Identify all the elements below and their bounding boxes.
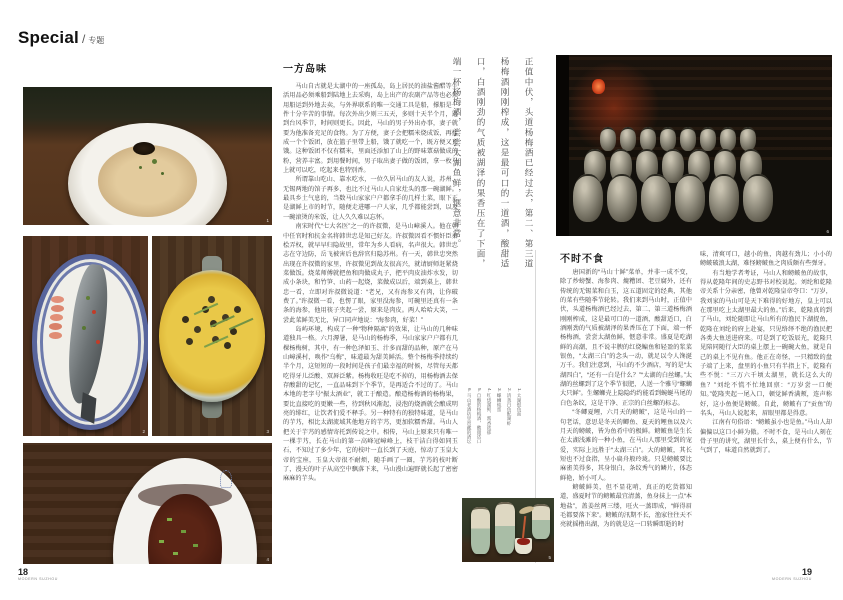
photo-number: 5 (548, 555, 551, 560)
right-article-paragraph: “冬鲫夏鲤，六月天的鳑鲏”，这是马山的一句老话，意思是冬天的鲫鱼、夏天的鲤鱼以及六月天的鳑鲏，皆为鱼肴中的极鲜。鳑鲏鱼是生长在太湖浅滩的一种小鱼，在马山人那里受到的宠爱，实际上远胜于“太湖三白”。大的鳑鲏，其长短也不过食指，呈小扁舟般玲珑。只是鳑鲏要比麻雀美得多，其身银白，条纹秀气的鳞片，体态鲜艳，娇小可人。 (560, 409, 692, 482)
photo-yangmei-wine-flasks (462, 498, 554, 562)
right-article-paragraph: 味，清爽可口，越小的鱼，肉越有劲儿；小小的鳑鲏破浪太湖，难怪鳑鲏鱼之肉质颇有些弹牙。 (700, 251, 832, 268)
left-article-paragraph: 岛屿环境，构成了一种“物种隔离”的效果，让马山的几种味道独具一格。六月溽暑，是马山的杨梅季，马山家家户户都有几棵杨梅树，其中，有一种色泽如玉、汁多而甜的品种，原产在马山嶂溪村，唤作“乌梅”，味道最为甜美鲜活。整个杨梅季持续约半个月，这短短的一段时间是孩子们最幸福的时候，尽管每天都吃得牙儿泛酸、双唇泛紫。杨梅收旺是吃不掉的，用杨梅酒去保存酸甜的记忆，一直品味到下个季节，是再适合不过的了。马山本地的老字号“振太酒业”，就工于酿造。酿造杨梅酒的杨梅果，要比直接吃的更嫩一些，待到秋风渐起，浸泡的烧酒就会酿成明亮的绯红，让饮者们爱不释手。另一种特有的独特味道，是马山的芋艿，相比太湖流域其他地方的芋艿，更加软糯香甜。马山人把关于芋艿的感情寄托到传说之中。相传，马山上原来只有唯一一棵芋艿，长在马山的第一高峰冠嶂峰上，枝干洁白得如同玉石，不知过了多少年，它的枝叶一直长到了天庭，惊动了玉皇大帝的宝座，玉皇大帝很不耐烦，随手画了一圈，芋艿的枝叶断了，漫天的叶子从高空中飘落下来，马山漫山遍野就长起了密密麻麻的芋头。 (283, 325, 458, 483)
section-header (18, 28, 104, 48)
section-subtitle: 专题 (88, 36, 105, 45)
left-article-paragraph: 所谓靠山吃山、靠水吃水，一位久居马山的友人说，苏州、无锡两地的馆子再多，也比不过马山人自家灶头的那一碗湖鲜。最具乡土气息的，当数马山家家户户都拿手的几样土菜，眼下正是湖鲜上市的时节，随便走进哪一户人家，几乎都能尝到，以及一碗滚烫的米饭，让人久久难以忘怀。 (283, 176, 458, 221)
wine-jar (607, 174, 637, 222)
photo6-red-lantern (592, 79, 605, 94)
page-number: 18 (18, 567, 29, 577)
right-article-paragraph: 江南有句俗语：“鳑鲏虽小也是鱼。”马山人却偏偏以这口小鲜为傲。不时不食，是马山人刻在骨子里的讲究，湖里长什么，桌上便有什么，节气到了，味道自然就到了。 (700, 419, 832, 455)
page-number: 19 (801, 567, 812, 577)
wine-jar (675, 174, 705, 222)
wine-jar (709, 174, 739, 222)
photo-wine-jar-cellar (556, 55, 832, 236)
photo-braised-dish (23, 443, 272, 564)
photo6-jar-row-front (573, 174, 773, 222)
right-article-title: 不时不食 (560, 254, 604, 265)
page-folio-left (18, 567, 58, 581)
photo5-flask (495, 502, 515, 554)
photo5-wine-stream (521, 516, 525, 540)
caption-item: 3. 螺蛳炖蛋 (497, 388, 502, 412)
caption-item: 2. 清蒸白鱼配湖虾 (507, 388, 512, 426)
photo-captions (462, 388, 524, 484)
photo-number: 1 (266, 218, 269, 223)
section-title: Special (18, 28, 79, 47)
wine-jar (640, 127, 656, 151)
photo3-bowl-handle (202, 400, 221, 418)
photo6-jar-row-back (600, 127, 756, 151)
right-article-paragraph: 有当地学者考证，马山人和鳑鲏鱼的故事，得从乾隆年间的史志野书对校说起。刘纶和乾隆帝关系十分亲密，他曾对乾隆皇帝夸口：“万岁，我刘家的马山可是天下难得的好地方，皇上可以在那里吃上太湖里最大的鱼。”后来，乾隆真的到了马山，刘纶随即让马山所有的渔民下湖捉鱼，乾隆在刘纶的府上赴宴，只见络绎不绝的渔民把各类大鱼送进府来。可是到了吃饭辰光，乾隆只见陪同随行大臣的桌上摆上一碗碗大鱼，就是自己的桌上不见有鱼。他正在奇怪，一只精致的盘子端了上来，盘里的小鱼只有半指上下，乾隆有些不悦：“三万六千顷太湖里，就长这么大的鱼？”刘纶不慌不忙地回禀：“万岁尝一口便知。”乾隆夹起一尾入口，顿觉鲜香满颊，连声称好，这小鱼便是鳑鲏。自此，鳑鲏有了“贡鱼”的名头，马山人说起来，眉眼里都是得意。 (700, 269, 832, 417)
magazine-name: MODERN SUZHOU (772, 577, 812, 581)
wine-jar (740, 127, 756, 151)
caption-item: 4. 红烧湖鲜，酱香浓郁 (487, 388, 492, 435)
photo-number: 6 (826, 229, 829, 234)
photo2-garnish (86, 296, 90, 300)
wine-jar (700, 127, 716, 151)
photo-noodle-dish (23, 87, 272, 225)
photo-number: 4 (266, 557, 269, 562)
right-article-paragraph: 鳑鲏鲜美，但不显花哨，真正的吃货都知道，盛夏时节的鳑鲏最宜清蒸，鱼身抹上一点“本地盐”，盖姜丝两三缕，旺火一蒸即成，“鲜得眉毛都要落下来”。鳑鲏的汛期不长，渔家往往天不亮就摇橹出湖，为的就是这一口转瞬即逝的时 (560, 483, 692, 529)
wine-jar (641, 174, 671, 222)
wine-jar (660, 127, 676, 151)
photo4-scallion (167, 518, 172, 521)
wine-jar (680, 127, 696, 151)
wine-jar (573, 174, 603, 222)
left-article-paragraph: 马山自古就是太湖中的一座孤岛，岛上居民的油盐酱醋等生活用品必须乘船到陆地上去采购，岛上出产的农副产品等也必须用船运到外地去卖，与外界联系的唯一交通工具是船，撑船是一件十分辛苦的事情。每次外出少则三五天，多则十天半个月，遇到台风季节，时间则更长。因此，马山的男子外出办事，妻子就要为他准备充足的食物。为了方便，妻子会把糯米烧成饭，再揉成一个个饭团，放在篮子里带上船，饿了就吃一个，既方便又顶饿。这种饭团不仅有糯米，里面还添加了山上的野味蕈菇做成的粉，营养丰富。到用餐时间，男子取出妻子做的饭团，拿一枚马上就可以吃，吃起来也特别香。 (283, 83, 458, 175)
photo1-topping (133, 142, 155, 155)
photo3-snails (210, 320, 217, 327)
photo5-flask (532, 504, 550, 539)
photo4-blue-motif (220, 470, 232, 488)
photo1-noodles (98, 145, 198, 217)
photo-steamed-fish (23, 236, 148, 436)
page-folio-right (768, 567, 812, 581)
left-article-title: 一方岛味 (283, 64, 327, 75)
right-article-paragraph: 唐国新的“马山十鲜”菜单，并非一成不变，除了炒螃蟹、海参肉、熝糟团、老豆腐外，还有传统的无锡菜和白玉，这五道固定的经典，其他的菜有些随季节轮转。我们来到马山时，正值中伏，头道杨梅酒已经过去，第二、第三道杨梅酒刚刚榨成，这是最可口的一道酒，酸甜适口，白酒刚劲的气质被湖泽的果香压在了下面，端一杯杨梅酒，尝尝太湖鱼鲜，惬意非常。盛夏是吃湖鲜的高潮，且不说丰腴的红烧鳊鱼和轻盈的浆菜银鱼，“太湖三白”的念头一动，就足以令人馋涎万千。我们注意到，马山的不少酒店，写的是“太湖四白”，“还有一白是什么？”“太湖的白丝螺。”太湖的丝螺到了这个季节很肥，人送一个雅号“螺蛳大只鲜”。生螺蛳壳上隐隐约约能看到蜿蜒马尾的白色条纹，这是干净、正宗的白丝螺的标志。 (560, 269, 692, 407)
magazine-name: MODERN SUZHOU (18, 577, 58, 581)
section-separator: / (81, 32, 86, 46)
wine-jar (720, 127, 736, 151)
photo5-wine (517, 538, 530, 544)
right-article-column-2 (700, 250, 832, 456)
left-article (283, 60, 458, 484)
photo6-wood-pillar (556, 55, 569, 236)
wine-jar (620, 127, 636, 151)
pull-quote: 正值中伏，头道杨梅酒已经过去，第二、第三道杨梅酒刚刚榨成，这是最可口的一道酒，酸甜适口，白酒刚劲的气质被湖泽的果香压在了下面，端一杯杨梅酒，尝尝太湖鱼鲜，惬意非常。 (452, 57, 534, 270)
photo-snail-egg-bowl (152, 236, 272, 436)
photo5-flask (471, 507, 489, 554)
wine-jar (600, 127, 616, 151)
left-article-paragraph: 南宋时代“七大名医”之一的许叔微，是马山嶂溪人。他在朝中任官时和抗金名将韩世忠是知己好友。许叔微因看不惯奸臣秦桧弄权，就早早归隐故里，常年为乡人看病，名声很大。韩世忠志在守边防，岳飞被害后也辞官归隐苏州。有一天，韩世忠突然出现在许叔微的家里，许叔微见到故友很高兴，就请厨师赶紧烧菜做饭。烧菜师傅就把鱼和肉做成丸子，把平肉皮油炸水发，切成小条块，和竹笋、山药一起烧，菜做成以后，端到桌上，韩世忠一看，立即对许叔微说道：“老兄，又有海参又有肉，让你破费了。”许叔微一看，也愣了眼，家里没海参，可碗里还真有一条条的海参，他用筷子夹起一尝，原来是肉皮。两人哈哈大笑，一尝此菜鲜美无比，异口同声地说：“海参肉，好菜！” (283, 223, 458, 324)
photo-number: 2 (142, 429, 145, 434)
caption-item: 1. 太湖银鱼面 (517, 388, 522, 417)
photo2-shrimp (51, 296, 64, 303)
photo3-glass-bowl (159, 270, 265, 402)
photo-number: 3 (266, 429, 269, 434)
caption-item: 6. 马山老酒坊里窖藏的酒坛 (467, 388, 472, 444)
wine-jar (743, 174, 773, 222)
right-article-column-1 (560, 268, 692, 530)
caption-item: 5. 自酿的杨梅酒，酸甜适口 (477, 388, 482, 444)
